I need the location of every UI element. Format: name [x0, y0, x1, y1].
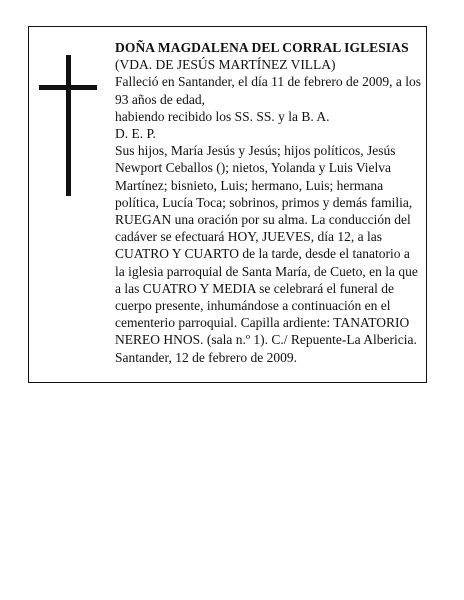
- cross-horizontal-bar: [39, 85, 97, 90]
- obituary-text: [115, 39, 421, 366]
- date-line: Santander, 12 de febrero de 2009.: [115, 349, 298, 365]
- obituary-notice: [28, 26, 427, 383]
- obituary-body: Sus hijos, María Jesús y Jesús; hijos políticos, Jesús Newport Ceballos (); nietos, Yolanda y Luis Vielva Martínez; bisnieto, Luis; hermano, Luis; hermana política, Lucía Toca; sobrinos, primos y demás familia, RUEGAN una oración por su alma. La conducción del cadáver se efectuará HOY, JUEVES, día 12, a las CUATRO Y CUARTO de la tarde, desde el tanatorio a la iglesia parroquial de Santa María, de Cueto, en la que a las CUATRO Y MEDIA se celebrará el funeral de cuerpo presente, inhumándose a continuación en el cementerio parroquial. Capilla ardiente: TANATORIO NEREO HNOS. (sala n.º 1). C./ Repuente-La Albericia.: [115, 143, 418, 348]
- sacraments-line: habiendo recibido los SS. SS. y la B. A.: [115, 108, 330, 124]
- death-announcement: Falleció en Santander, el día 11 de febrero de 2009, a los 93 años de edad,: [115, 74, 421, 107]
- rip-line: D. E. P.: [115, 126, 156, 142]
- cross-vertical-bar: [66, 55, 71, 196]
- deceased-name: DOÑA MAGDALENA DEL CORRAL IGLESIAS: [115, 40, 409, 55]
- widow-of-line: (VDA. DE JESÚS MARTÍNEZ VILLA): [115, 57, 336, 73]
